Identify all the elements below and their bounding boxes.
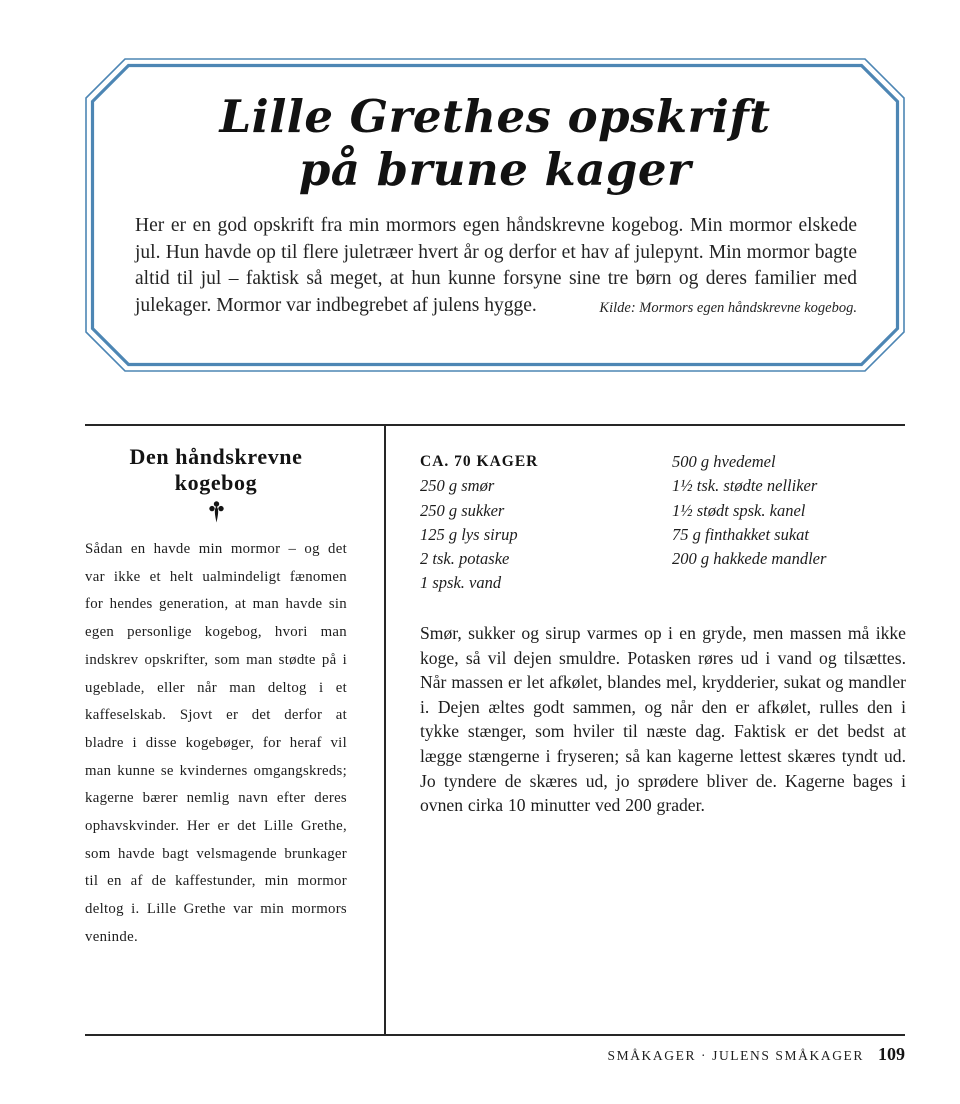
column-divider	[384, 426, 386, 1034]
ingredient-item: 200 g hakkede mandler	[672, 549, 827, 569]
fleuron-ornament-icon	[209, 501, 224, 523]
page-footer	[85, 1044, 905, 1065]
recipe-title	[85, 90, 905, 196]
sidebar-text: Sådan en havde min mormor – og det var ikke et helt ualmindeligt fænomen for hendes generation, at man havde sin egen personlige kogebog, hvori man indskrev opskrifter, som man stødte på i ugeblade, eller når man deltog i et kaffeselskab. Sjovt er det derfor at bladre i disse kogebøger, for heraf vil man kunne se kvindernes omgangskreds; kagerne bærer nemlig navn efter deres ophavskvinder. Her er det Lille Grethe, som havde bagt velsmagende brunkager til en af de kaffestunder, min mormor deltog i. Lille Grethe var min mormors veninde.	[85, 541, 347, 945]
recipe-intro-wrap	[135, 213, 857, 319]
recipe-header-box	[85, 58, 905, 372]
yield-heading: CA. 70 KAGER	[420, 453, 539, 470]
sidebar-heading-line2: kogebog	[174, 470, 258, 495]
ingredient-item: 75 g finthakket sukat	[672, 524, 810, 544]
recipe-title-line2: på brune kager	[298, 143, 692, 196]
sidebar-column	[85, 444, 347, 952]
ingredient-item: 125 g lys sirup	[420, 524, 518, 544]
top-rule	[85, 424, 905, 426]
bottom-rule	[85, 1034, 905, 1036]
sidebar-heading	[85, 444, 347, 496]
page-number: 109	[878, 1044, 905, 1064]
ingredient-item: 1½ stødt spsk. kanel	[672, 500, 806, 520]
ingredient-item: 250 g sukker	[420, 500, 505, 520]
sidebar-heading-line1: Den håndskrevne	[129, 444, 303, 469]
ingredients-section	[420, 450, 906, 596]
ingredient-list-1	[420, 474, 672, 595]
ingredient-item: 250 g smør	[420, 476, 495, 496]
ingredient-list-2	[672, 450, 906, 571]
ingredient-item: 1½ tsk. stødte nelliker	[672, 476, 818, 496]
recipe-title-line1: Lille Grethes opskrift	[219, 90, 771, 143]
recipe-source: Kilde: Mormors egen håndskrevne kogebog.	[591, 300, 857, 317]
recipe-instructions: Smør, sukker og sirup varmes op i en gryde, men massen må ikke koge, så vil dejen smuldre. Potasken røres ud i vand og tilsættes. Når massen er let afkølet, blandes mel, krydderier, sukat og mandler i. Dejen æltes godt sammen, og når den er afkølet, rulles den i tykke stænger, som hviler til næste dag. Faktisk er det bedst at lægge stængerne i fryseren; så kan kagerne lettest skæres tyndt ud. Jo tyndere de skæres ud, jo sprødere bliver de. Kagerne bages i ovnen cirka 10 minutter ved 200 grader.	[420, 623, 906, 816]
ingredients-column-2	[672, 450, 906, 596]
ingredient-item: 2 tsk. potaske	[420, 549, 510, 569]
footer-section-label: SMÅKAGER · JULENS SMÅKAGER	[607, 1048, 864, 1063]
recipe-intro: Her er en god opskrift fra min mormors egen håndskrevne kogebog. Min mormor elskede jul. Hun havde op til flere juletræer hvert år og derfor et hav af julepynt. Min mormor bagte altid til jul – faktisk så meget, at hun kunne forsyne sine tre børn og deres familier med julekager. Mormor var indbegrebet af julens hygge.	[135, 215, 857, 316]
ingredient-item: 1 spsk. vand	[420, 573, 502, 593]
ingredients-column-1	[420, 450, 672, 596]
ingredient-item: 500 g hvedemel	[672, 452, 776, 471]
